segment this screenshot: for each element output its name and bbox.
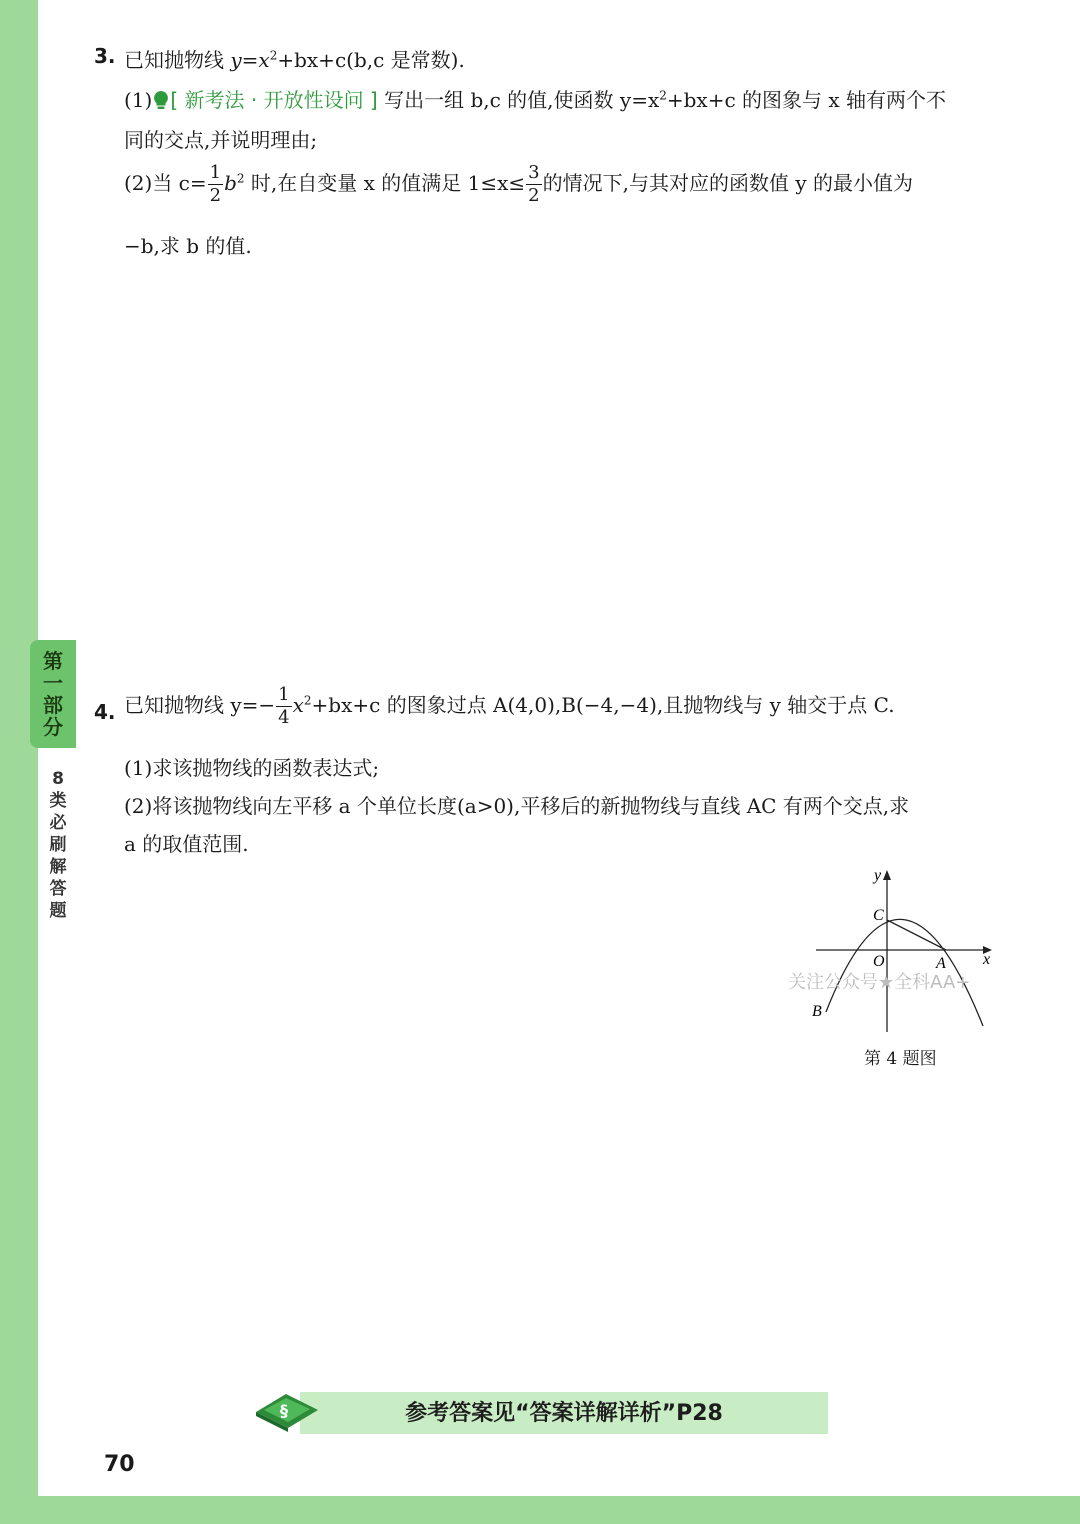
fraction-three-halves — [526, 164, 541, 205]
q3-part1-line2: 同的交点,并说明理由; — [124, 128, 318, 152]
label-char: 8 — [52, 769, 64, 789]
fraction-numerator: 1 — [278, 684, 290, 705]
page-number: 70 — [104, 1452, 135, 1477]
q3-p2-text3: 的情况下,与其对应的函数值 y 的最小值为 — [542, 171, 913, 195]
fraction-denominator: 4 — [278, 707, 290, 728]
q3-p2-sup: 2 — [236, 171, 245, 186]
q4-stem-text: 已知抛物线 y=− — [124, 693, 276, 717]
line-ac — [887, 920, 946, 950]
q4-stem-rest: +bx+c 的图象过点 A(4,0),B(−4,−4),且抛物线与 y 轴交于点 C. — [311, 693, 895, 717]
answer-reference: 参考答案见“答案详解详析”P28 — [405, 1401, 723, 1426]
label-char: 解 — [49, 857, 67, 877]
q4-part2: (2)将该抛物线向左平移 a 个单位长度(a>0),平移后的新抛物线与直线 AC 有两个交点,求 — [124, 794, 910, 818]
q3-stem — [124, 44, 465, 73]
q4-sup: 2 — [303, 693, 312, 708]
q3-number: 3. — [94, 44, 116, 68]
q3-part2 — [124, 164, 913, 205]
parabola-figure — [800, 860, 1010, 1040]
new-method-tag — [152, 88, 377, 112]
q3-part1 — [124, 84, 946, 113]
fraction-quarter — [276, 686, 291, 727]
watermark: 关注公众号★全科AA+ — [788, 972, 971, 993]
label-char: 刷 — [49, 835, 67, 855]
fraction-numerator: 1 — [209, 162, 222, 183]
q4-var: x — [292, 693, 304, 717]
q3-p2-text: (2)当 c= — [124, 171, 207, 195]
point-a-label: A — [936, 955, 946, 972]
q3-stem-text: 已知抛物线 — [124, 48, 231, 72]
label-char: 必 — [49, 813, 67, 833]
q4-part2-line2: a 的取值范围. — [124, 832, 249, 856]
part-char: 一 — [43, 671, 63, 695]
page-border-left — [0, 0, 38, 1524]
part-char: 部 — [43, 693, 63, 717]
q3-p1-tag-text: [ 新考法 · 开放性设问 ] — [170, 88, 378, 112]
page-sheet — [38, 0, 1080, 1496]
label-char: 类 — [49, 791, 67, 811]
part-char: 分 — [43, 715, 63, 739]
page-border-bottom — [0, 1496, 1080, 1524]
part-tab — [30, 640, 76, 748]
q3-p1-text2: +bx+c 的图象与 x 轴有两个不 — [666, 88, 947, 112]
x-label: x — [983, 951, 991, 968]
q3-sup: 2 — [269, 48, 278, 63]
label-char: 题 — [49, 901, 67, 921]
figure-caption: 第 4 题图 — [864, 1049, 937, 1069]
q3-p1-text: 写出一组 b,c 的值,使函数 y=x — [377, 88, 660, 112]
q4-stem — [124, 686, 895, 727]
fraction-numerator: 3 — [528, 162, 540, 183]
y-axis-arrow — [883, 870, 891, 880]
lightbulb-icon — [152, 88, 170, 112]
q4-part1: (1)求该抛物线的函数表达式; — [124, 756, 380, 780]
q3-p2-var: b — [224, 171, 237, 195]
svg-text:§: § — [280, 1401, 288, 1420]
fraction-denominator: 2 — [528, 185, 540, 206]
point-c-label: C — [873, 907, 884, 924]
point-b-label: B — [812, 1003, 822, 1020]
q3-stem-rest: +bx+c(b,c 是常数). — [277, 48, 465, 72]
q3-part2-line2: −b,求 b 的值. — [124, 234, 252, 258]
section-label — [46, 768, 70, 922]
q4-number: 4. — [94, 700, 116, 724]
part-char: 第 — [43, 649, 63, 673]
q3-p1-index: (1) — [124, 88, 153, 112]
fraction-denominator: 2 — [209, 185, 222, 206]
origin-label: O — [873, 953, 885, 970]
q3-p2-text2: 时,在自变量 x 的值满足 1≤x≤ — [244, 171, 526, 195]
q3-func: y=x — [230, 48, 270, 72]
y-label: y — [874, 867, 882, 884]
fraction-half — [208, 164, 223, 205]
label-char: 答 — [49, 879, 67, 899]
q3-p1-sup: 2 — [659, 88, 667, 103]
